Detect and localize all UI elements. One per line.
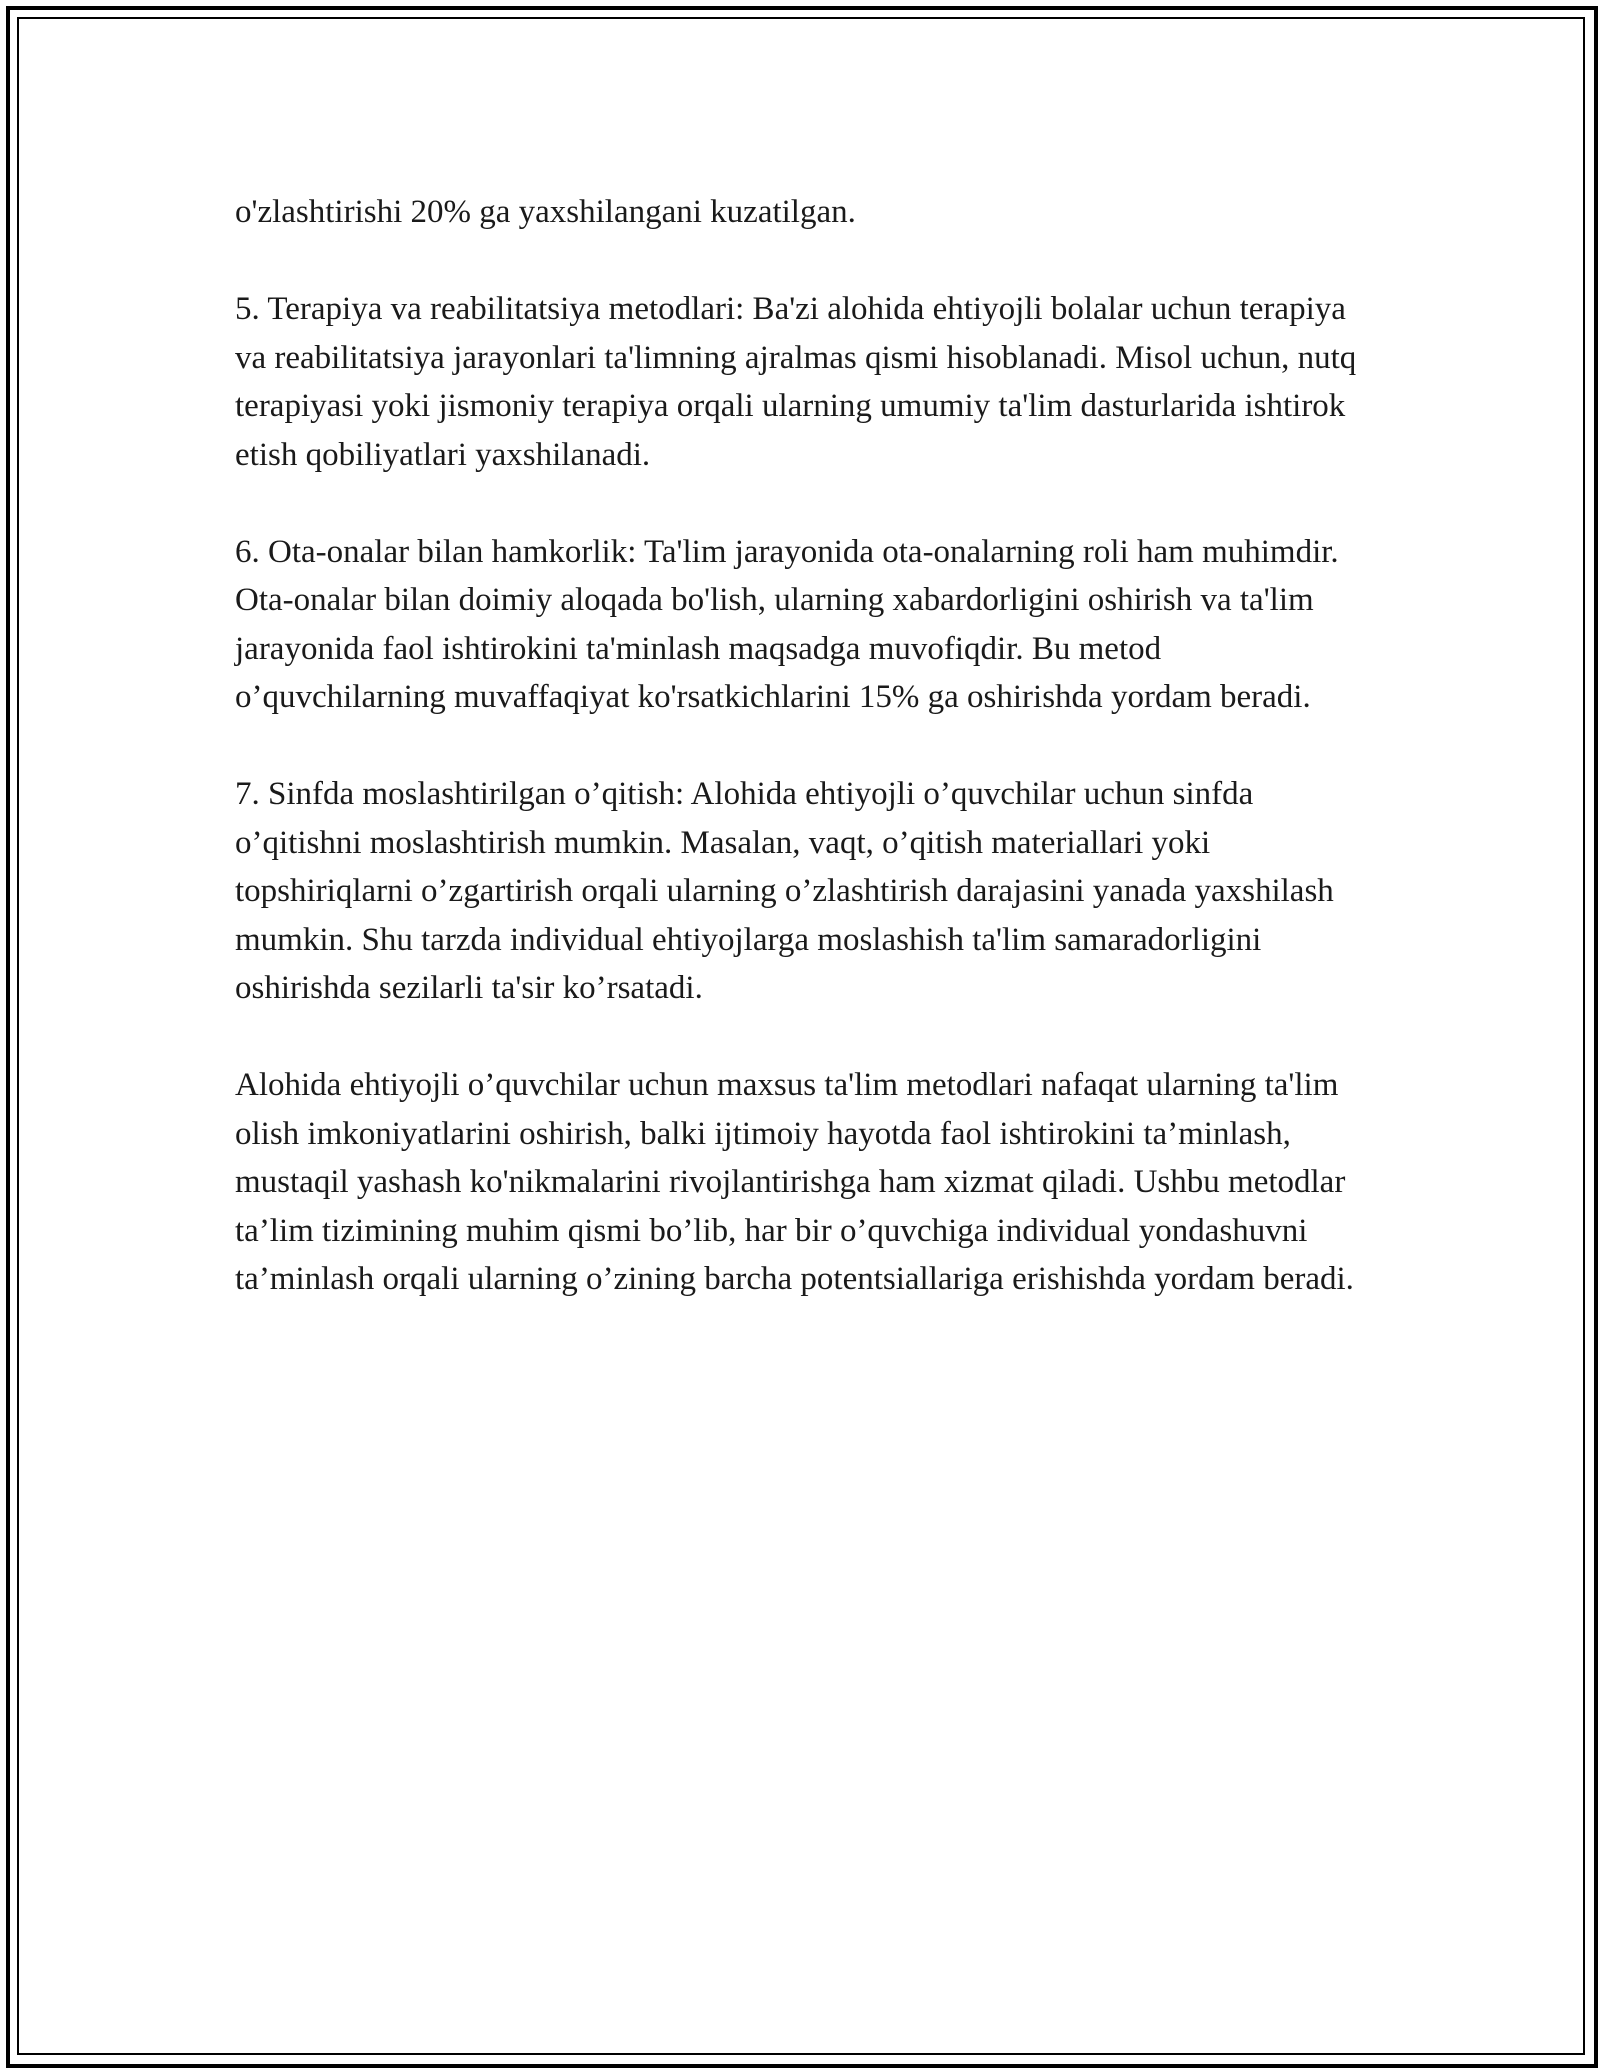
document-body (235, 188, 1375, 1352)
paragraph-adapted-teaching: 7. Sinfda moslashtirilgan o’qitish: Alohida ehtiyojli o’quvchilar uchun sinfda o’qitishni moslashtirish mumkin. Masalan, vaqt, o’qitish materiallari yoki topshiriqlarni o’zgartirish orqali ularning o’zlashtirish darajasini yanada yaxshilash mumkin. Shu tarzda individual ehtiyojlarga moslashish ta'lim samaradorligini oshirishda sezilarli ta'sir ko’rsatadi. (235, 776, 1334, 1006)
paragraph-therapy-rehabilitation: 5. Terapiya va reabilitatsiya metodlari: Ba'zi alohida ehtiyojli bolalar uchun terapiya va reabilitatsiya jarayonlari ta'limning ajralmas qismi hisoblanadi. Misol uchun, nutq terapiyasi yoki jismoniy terapiya orqali ularning umumiy ta'lim dasturlarida ishtirok etish qobiliyatlari yaxshilanadi. (235, 291, 1357, 473)
paragraph-conclusion: Alohida ehtiyojli o’quvchilar uchun maxsus ta'lim metodlari nafaqat ularning ta'lim olish imkoniyatlarini oshirish, balki ijtimoiy hayotda faol ishtirokini ta’minlash, mustaqil yashash ko'nikmalarini rivojlantirishga ham xizmat qiladi. Ushbu metodlar ta’lim tizimining muhim qismi bo’lib, har bir o’quvchiga individual yondashuvni ta’minlash orqali ularning o’zining barcha potentsiallariga erishishda yordam beradi. (235, 1067, 1354, 1297)
paragraph-parent-collaboration: 6. Ota-onalar bilan hamkorlik: Ta'lim jarayonida ota-onalarning roli ham muhimdir. Ota-onalar bilan doimiy aloqada bo'lish, ularning xabardorligini oshirish va ta'lim jarayonida faol ishtirokini ta'minlash maqsadga muvofiqdir. Bu metod o’quvchilarning muvaffaqiyat ko'rsatkichlarini 15% ga oshirishda yordam beradi. (235, 533, 1339, 715)
paragraph-continuation: o'zlashtirishi 20% ga yaxshilangani kuzatilgan. (235, 194, 856, 230)
